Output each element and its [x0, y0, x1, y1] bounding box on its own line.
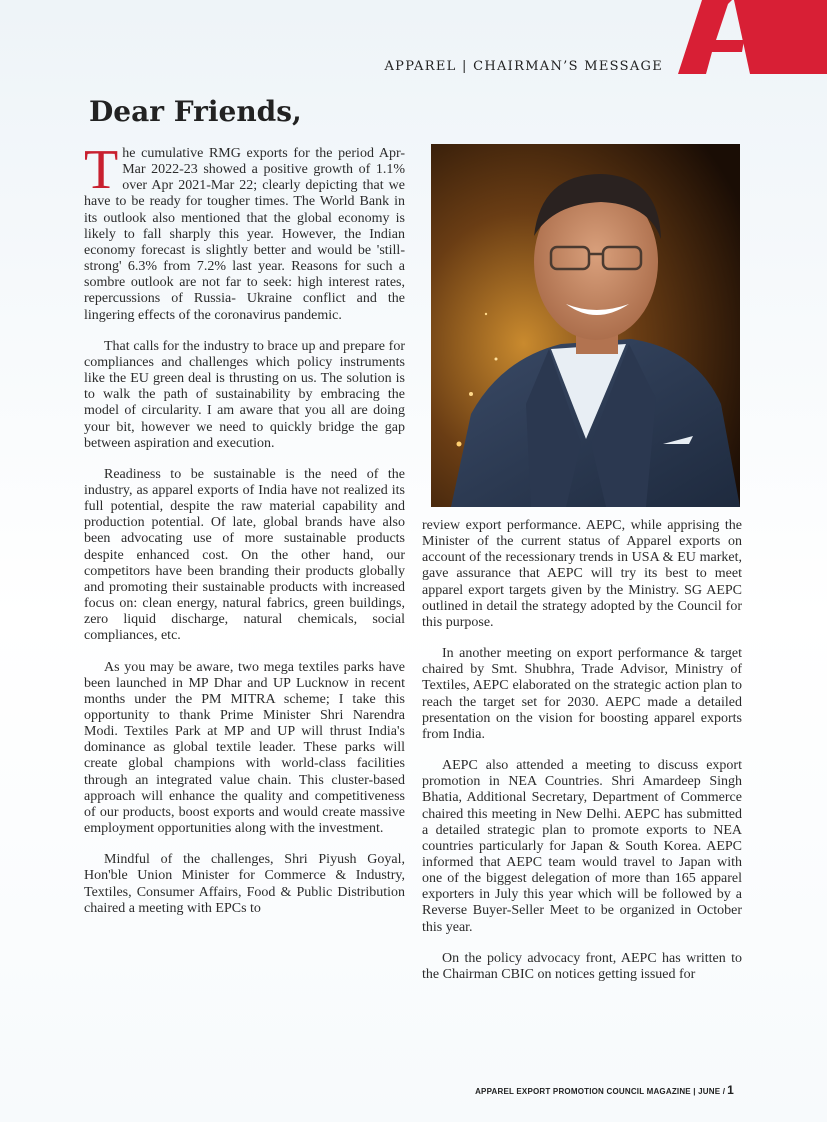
- left-column: [84, 139, 405, 932]
- paragraph: review export performance. AEPC, while apprising the Minister of the current status of Apparel exports on account of the recessionary trends in USA & EU market, gave assurance that AEPC will try its best to meet apparel export targets given by the Ministry. SG AEPC outlined in detail the strategy adopted by the Council for this purpose.: [422, 518, 742, 630]
- paragraph: As you may be aware, two mega textiles parks have been launched in MP Dhar and UP Lucknow in recent months under the PM MITRA scheme; I take this opportunity to thank Prime Minister Shri Narendra Modi. Textiles Park at MP and UP will thrust India's dominance as global textile leader. These parks will create global champions with world-class facilities through an integrated value chain. This cluster-based approach will enhance the quality and competitiveness of our products, boost exports and would create massive employment opportunities along with the investment.: [84, 659, 405, 837]
- page-footer: [475, 1083, 734, 1097]
- footer-label: APPAREL EXPORT PROMOTION COUNCIL MAGAZINE | JUNE /: [475, 1087, 726, 1096]
- paragraph: AEPC also attended a meeting to discuss export promotion in NEA Countries. Shri Amardeep Singh Bhatia, Additional Secretary, Department of Commerce chaired this meeting in New Delhi. AEPC has submitted a detailed strategic plan to promote exports to NEA countries particularly for Japan & South Korea. AEPC informed that AEPC team would travel to Japan with one of the biggest delegation of more than 165 apparel exporters in July this year which will be followed by a Reverse Buyer-Seller Meet to be organized in October this year.: [422, 758, 742, 935]
- paragraph-text: he cumulative RMG exports for the period Apr-Mar 2022-23 showed a positive growth of 1.1% over Apr 2021-Mar 22; clearly depicting that we have to be ready for tougher times. The World Bank in its outlook also mentioned that the global economy is likely to fall sharply this year. However, the Indian economy forecast is slightly better and would be 'still-strong' 6.3% from 7.2% last year. Reasons for such a sombre outlook are not far to seek: high interest rates, repercussions of Russia- Ukraine conflict and the lingering effects of the coronavirus pandemic.: [84, 146, 405, 323]
- page-title: Dear Friends,: [89, 95, 302, 128]
- paragraph: Mindful of the challenges, Shri Piyush Goyal, Hon'ble Union Minister for Commerce & Industry, Textiles, Consumer Affairs, Food & Public Distribution chaired a meeting with EPCs to: [84, 852, 405, 916]
- paragraph: [84, 139, 405, 324]
- paragraph: That calls for the industry to brace up and prepare for compliances and challenges which policy instruments like the EU green deal is thrusting on us. The solution is to walk the path of sustainability by embracing the model of circularity. I am aware that you all are doing your bit, however we need to quickly bridge the gap between aspiration and execution.: [84, 338, 405, 451]
- paragraph: On the policy advocacy front, AEPC has written to the Chairman CBIC on notices getting issued for: [422, 950, 742, 982]
- section-label: APPAREL | CHAIRMAN’S MESSAGE: [384, 59, 663, 74]
- paragraph: In another meeting on export performance & target chaired by Smt. Shubhra, Trade Advisor, Ministry of Textiles, AEPC elaborated on the strategic action plan to reach the target set for 2030. AEPC made a detailed presentation on the vision for boosting apparel exports from India.: [422, 646, 742, 742]
- chairman-portrait-photo: [431, 144, 740, 507]
- drop-cap: T: [84, 139, 119, 201]
- right-column: [422, 518, 742, 998]
- page-number: 1: [727, 1083, 734, 1097]
- magazine-logo: [672, 0, 827, 76]
- paragraph: Readiness to be sustainable is the need of the industry, as apparel exports of India have not realized its full potential, despite the raw material capability and production potential. Of late, global brands have also been advocating use of more sustainable products despite enhanced cost. On the other hand, our competitors have been branding their products globally and promoting their sustainable products with increased focus on: clean energy, natural fabrics, green buildings, zero liquid discharge, natural chemicals, social compliances, etc.: [84, 466, 405, 644]
